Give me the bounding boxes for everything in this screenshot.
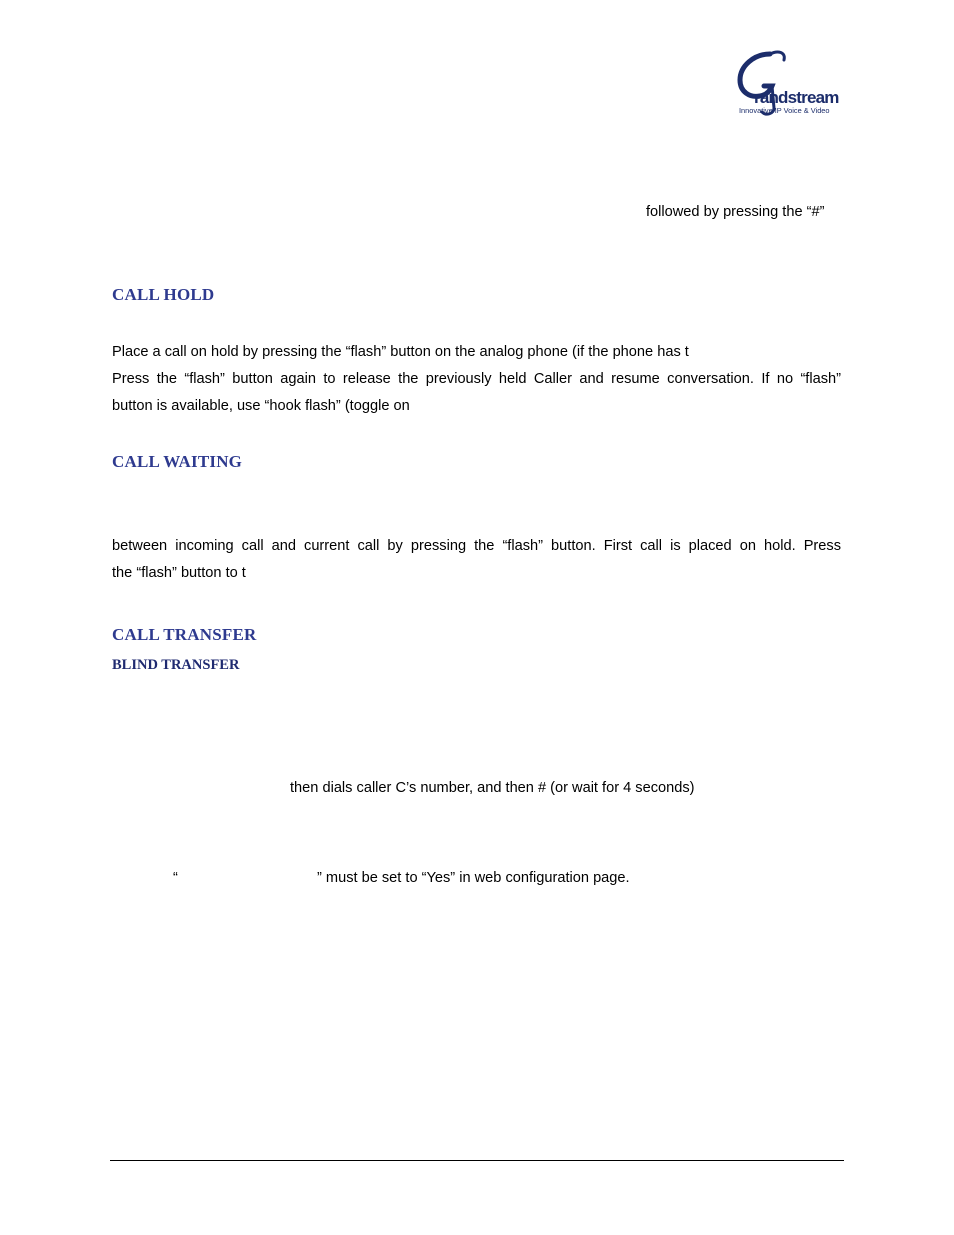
blind-transfer-quote-open: “ <box>173 870 178 886</box>
grandstream-logo <box>736 46 842 118</box>
heading-call-waiting: CALL WAITING <box>112 452 243 471</box>
logo-tagline: Innovative IP Voice & Video <box>739 106 830 115</box>
hold-paragraph-line-3: button is available, use “hook flash” (toggle on <box>112 398 410 414</box>
hold-paragraph-line-2: Press the “flash” button again to release the previously held Caller and resume conversation. If no “flash” <box>112 371 841 387</box>
heading-call-transfer: CALL TRANSFER <box>112 625 257 644</box>
subheading-blind-transfer: BLIND TRANSFER <box>112 657 240 673</box>
heading-call-hold: CALL HOLD <box>112 285 215 304</box>
hold-paragraph-line-1: Place a call on hold by pressing the “flash” button on the analog phone (if the phone has t <box>112 344 689 360</box>
footer-divider <box>110 1160 844 1161</box>
body-text-followed: followed by pressing the “#” <box>646 204 825 220</box>
waiting-paragraph-line-1: between incoming call and current call by pressing the “flash” button. First call is placed on hold. Press <box>112 538 841 554</box>
logo-wordmark: randstream <box>754 88 839 107</box>
waiting-paragraph-line-2: the “flash” button to t <box>112 565 246 581</box>
blind-transfer-line-1: then dials caller C’s number, and then # (or wait for 4 seconds) <box>290 780 695 796</box>
blind-transfer-line-2: ” must be set to “Yes” in web configuration page. <box>317 870 630 886</box>
